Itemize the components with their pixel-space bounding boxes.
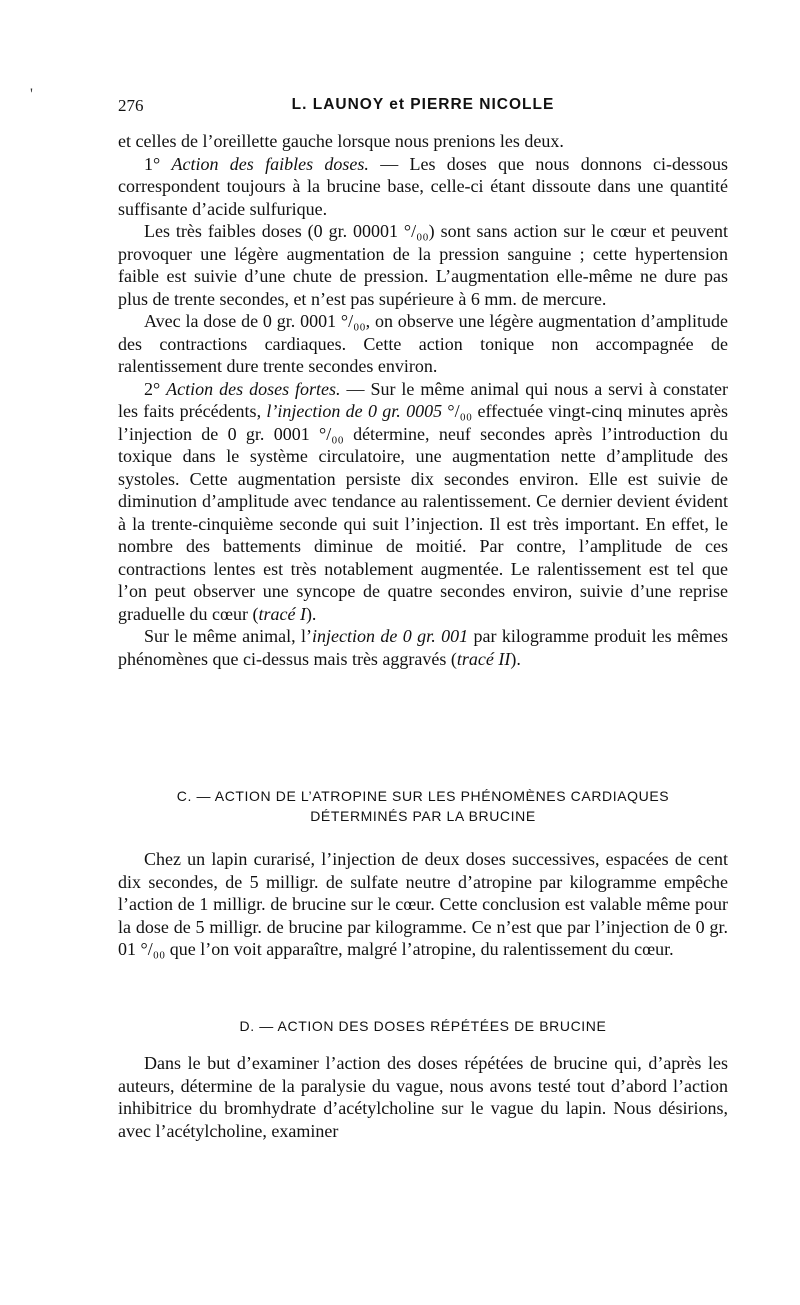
paragraph-continuation: et celles de l’oreillette gauche lorsque nous prenions les deux. [118, 131, 564, 151]
section-heading-d: D. — ACTION DES DOSES RÉPÉTÉES DE BRUCINE [239, 1018, 607, 1034]
emphasis: injection de 0 gr. 001 [312, 626, 469, 646]
page-number: 276 [118, 96, 144, 115]
paragraph-doses-fortes [118, 378, 728, 626]
subsection-title: Action des faibles doses. [171, 153, 369, 174]
section-heading-c [110, 786, 736, 826]
page-header [118, 96, 728, 120]
paragraph-doses-repetees: Dans le but d’examiner l’action des doses répétées de brucine qui, d’après les auteurs, détermine de la paralysie du vague, nous avons testé tout d’abord l’action inhibitrice du bromhydrate d’acétylcholine sur le vague du lapin. Nous désirions, avec l’acétylcholine, examiner [118, 1053, 728, 1141]
emphasis: l’injection de 0 gr. 0005 [266, 401, 443, 421]
paragraph-injection-001 [118, 625, 728, 670]
text-block-top [118, 130, 728, 670]
paragraph-text: par kilogramme produit les mêmes phénomènes que ci-dessus mais très aggravés ( [118, 626, 729, 669]
paragraph-text: — Les doses que nous donnons ci-dessous correspondent toujours à la brucine base, celle-ci étant dissoute dans une quantité suffisante d’acide sulfurique. [118, 153, 728, 219]
item-number: 1° [144, 153, 172, 174]
trace-reference: tracé II [456, 648, 511, 669]
paragraph-text: ). [305, 603, 317, 624]
paragraph-tres-faibles-doses: Les très faibles doses (0 gr. 00001 °/₀₀) sont sans action sur le cœur et peuvent provoquer une légère augmentation de la pression sanguine ; cette hypertension faible est suivie d’une chute de pression. L’augmentation elle-même ne dure pas plus de trente secondes, et n’est pas supérieure à 6 mm. de mercure. [118, 221, 728, 309]
paragraph-text: ). [510, 648, 521, 669]
paragraph-text: Sur le même animal, l’ [144, 626, 313, 646]
text-block-atropine [118, 848, 728, 961]
section-heading-line: DÉTERMINÉS PAR LA BRUCINE [310, 808, 536, 824]
paragraph-dose-0001: Avec la dose de 0 gr. 0001 °/₀₀, on observe une légère augmentation d’amplitude des contractions cardiaques. Cette action tonique non accompagnée de ralentissement dure trente secondes environ. [118, 311, 728, 376]
item-number: 2° [144, 378, 167, 399]
running-head: L. LAUNOY et PIERRE NICOLLE [291, 96, 555, 113]
section-heading-line: C. — ACTION DE L’ATROPINE SUR LES PHÉNOMÈNES CARDIAQUES [176, 788, 670, 804]
text-block-doses-repetees [118, 1052, 728, 1142]
paragraph-text: °/₀₀ effectuée vingt-cinq minutes après l’injection de 0 gr. 0001 °/₀₀ détermine, neuf secondes après l’introduction du toxique dans le système circulatoire, une augmentation nette d’amplitude des systoles. Cette augmentation persiste dix secondes environ. Elle est suivie de diminution d’amplitude avec tendance au ralentissement. Ce dernier devient évident à la trente-cinquième seconde qui suit l’injection. Il est très important. En effet, le nombre des battements diminue de moitié. Par contre, l’amplitude de ces contractions lentes est très notablement augmentée. Le ralentissement est tel que l’on peut observer une syncope de quatre secondes environ, suivie d’une reprise graduelle du cœur ( [118, 401, 729, 624]
paragraph-faibles-doses [118, 153, 728, 221]
trace-reference: tracé I [258, 603, 306, 624]
stray-mark: ' [30, 86, 33, 103]
paragraph-text: — Sur le même animal qui nous a servi à constater les faits précédents, [118, 378, 729, 421]
subsection-title: Action des doses fortes. [166, 378, 341, 399]
paragraph-atropine: Chez un lapin curarisé, l’injection de deux doses successives, espacées de cent dix secondes, de 5 milligr. de sulfate neutre d’atropine par kilogramme empêche l’action de 1 milligr. de brucine sur le cœur. Cette conclusion est valable même pour la dose de 5 milligr. de brucine par kilogramme. Ce n’est que par l’injection de 0 gr. 01 °/₀₀ que l’on voit apparaître, malgré l’atropine, du ralentissement du cœur. [118, 849, 728, 959]
